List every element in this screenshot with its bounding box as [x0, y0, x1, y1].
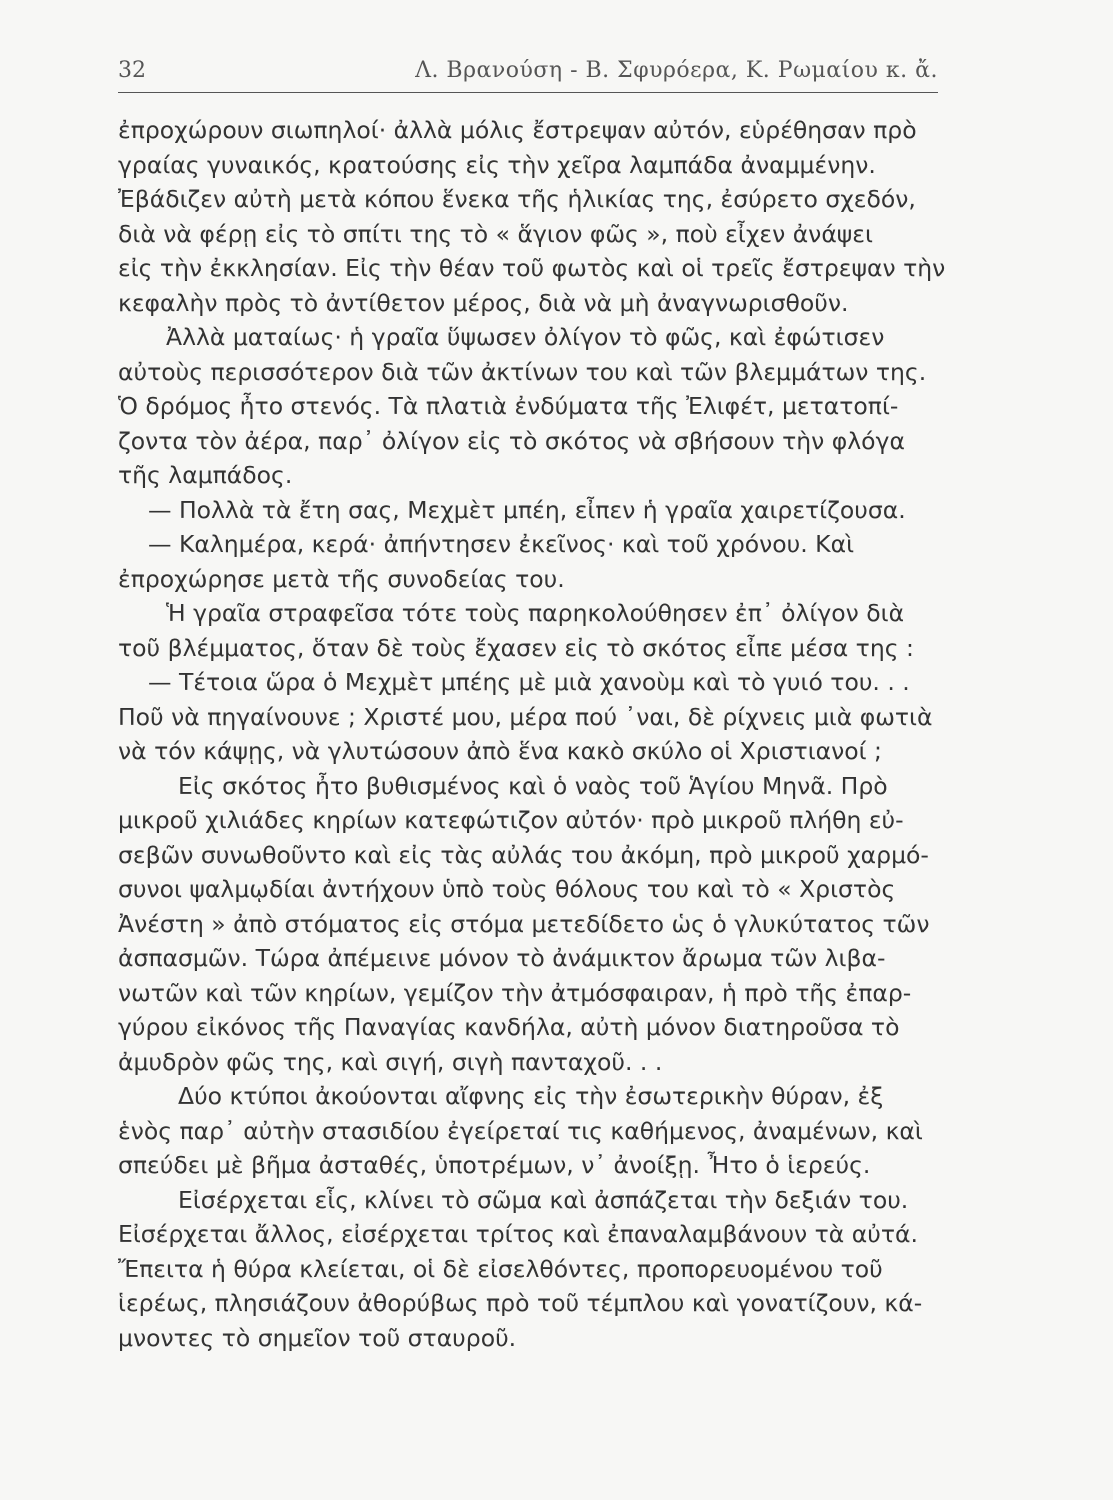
text-line: — Τέτοια ὥρα ὁ Μεχμὲτ μπέης μὲ μιὰ χανοὺμ καὶ τὸ γυιό του. . . — [148, 668, 910, 696]
text-line: διὰ νὰ φέρῃ εἰς τὸ σπίτι της τὸ « ἅγιον φῶς », ποὺ εἶχεν ἀνάψει — [118, 219, 873, 248]
text-line: ἐπροχώρουν σιωπηλοί· ἀλλὰ μόλις ἔστρεψαν αὐτόν, εὑρέθησαν πρὸ — [118, 116, 917, 144]
text-line: Ἡ γραῖα στραφεῖσα τότε τοὺς παρηκολούθησεν ἐπ᾽ ὀλίγον διὰ — [166, 599, 905, 627]
page-header — [118, 58, 938, 90]
text-line: γύρου εἰκόνος τῆς Παναγίας κανδήλα, αὐτὴ μόνον διατηροῦσα τὸ — [118, 1013, 900, 1041]
text-line: εἰς τὴν ἐκκλησίαν. Εἰς τὴν θέαν τοῦ φωτὸς καὶ οἱ τρεῖς ἔστρεψαν τὴν — [118, 254, 946, 282]
text-line: ζοντα τὸν ἀέρα, παρ᾽ ὀλίγον εἰς τὸ σκότος νὰ σβήσουν τὴν φλόγα — [118, 426, 905, 455]
header-rule — [118, 92, 938, 93]
text-line: Δύο κτύποι ἀκούονται αἴφνης εἰς τὴν ἐσωτερικὴν θύραν, ἐξ — [178, 1082, 884, 1110]
text-line: κεφαλὴν πρὸς τὸ ἀντίθετον μέρος, διὰ νὰ μὴ ἀναγνωρισθοῦν. — [118, 288, 849, 317]
text-line: — Καλημέρα, κερά· ἀπήντησεν ἐκεῖνος· καὶ τοῦ χρόνου. Καὶ — [148, 530, 855, 558]
text-line: ἑνὸς παρ᾽ αὐτὴν στασιδίου ἐγείρεταί τις καθήμενος, ἀναμένων, καὶ — [118, 1116, 923, 1145]
text-line: ἱερέως, πλησιάζουν ἀθορύβως πρὸ τοῦ τέμπλου καὶ γονατίζουν, κά- — [118, 1289, 923, 1317]
text-line: Ἀλλὰ ματαίως· ἡ γραῖα ὕψωσεν ὀλίγον τὸ φῶς, καὶ ἐφώτισεν — [166, 323, 885, 351]
text-line: Ἐβάδιζεν αὐτὴ μετὰ κόπου ἕνεκα τῆς ἡλικίας της, ἐσύρετο σχεδόν, — [118, 185, 916, 213]
text-line: σεβῶν συνωθοῦντο καὶ εἰς τὰς αὐλάς του ἀκόμη, πρὸ μικροῦ χαρμό- — [118, 840, 929, 869]
running-head: Λ. Βρανούση - Β. Σφυρόερα, Κ. Ρωμαίου κ. ἄ. — [415, 58, 938, 83]
text-line: Εἰσέρχεται ἄλλος, εἰσέρχεται τρίτος καὶ ἐπαναλαμβάνουν τὰ αὐτά. — [118, 1220, 918, 1248]
text-line: μικροῦ χιλιάδες κηρίων κατεφώτιζον αὐτόν· πρὸ μικροῦ πλήθη εὐ- — [118, 806, 904, 834]
text-line: Ἔπειτα ἡ θύρα κλείεται, οἱ δὲ εἰσελθόντες, προπορευομένου τοῦ — [118, 1254, 883, 1283]
text-line: νωτῶν καὶ τῶν κηρίων, γεμίζον τὴν ἀτμόσφαιραν, ἡ πρὸ τῆς ἐπαρ- — [118, 978, 912, 1007]
text-line: μνοντες τὸ σημεῖον τοῦ σταυροῦ. — [118, 1323, 517, 1352]
text-line: τῆς λαμπάδος. — [118, 461, 293, 489]
text-line: Εἰς σκότος ἦτο βυθισμένος καὶ ὁ ναὸς τοῦ Ἁγίου Μηνᾶ. Πρὸ — [178, 771, 888, 800]
text-line: γραίας γυναικός, κρατούσης εἰς τὴν χεῖρα λαμπάδα ἀναμμένην. — [118, 150, 876, 179]
text-line: ἀσπασμῶν. Τώρα ἀπέμεινε μόνον τὸ ἀνάμικτον ἄρωμα τῶν λιβα- — [118, 944, 886, 972]
page-number: 32 — [118, 58, 146, 83]
text-line: νὰ τόν κάψῃς, νὰ γλυτώσουν ἀπὸ ἕνα κακὸ σκύλο οἱ Χριστιανοί ; — [118, 737, 882, 765]
text-line: Ποῦ νὰ πηγαίνουνε ; Χριστέ μου, μέρα πού ᾽ναι, δὲ ρίχνεις μιὰ φωτιὰ — [118, 702, 933, 731]
text-line: ἀμυδρὸν φῶς της, καὶ σιγή, σιγὴ πανταχοῦ. . . — [118, 1047, 663, 1076]
text-line: Ὁ δρόμος ἦτο στενός. Τὰ πλατιὰ ἐνδύματα τῆς Ἐλιφέτ, μετατοπί- — [118, 392, 899, 420]
text-line: σπεύδει μὲ βῆμα ἀσταθές, ὑποτρέμων, ν᾽ ἀνοίξῃ. Ἦτο ὁ ἱερεύς. — [118, 1151, 871, 1179]
text-line: Εἰσέρχεται εἷς, κλίνει τὸ σῶμα καὶ ἀσπάζεται τὴν δεξιάν του. — [178, 1185, 909, 1214]
text-line: ἐπροχώρησε μετὰ τῆς συνοδείας του. — [118, 564, 565, 593]
text-line: αὐτοὺς περισσότερον διὰ τῶν ἀκτίνων του καὶ τῶν βλεμμάτων της. — [118, 357, 927, 386]
text-line: — Πολλὰ τὰ ἔτη σας, Μεχμὲτ μπέη, εἶπεν ἡ γραῖα χαιρετίζουσα. — [148, 495, 906, 524]
text-line: Ἀνέστη » ἀπὸ στόματος εἰς στόμα μετεδίδετο ὡς ὁ γλυκύτατος τῶν — [118, 909, 930, 938]
body-text — [118, 113, 958, 1355]
text-line: τοῦ βλέμματος, ὅταν δὲ τοὺς ἔχασεν εἰς τὸ σκότος εἶπε μέσα της : — [118, 633, 914, 662]
text-line: συνοι ψαλμῳδίαι ἀντήχουν ὑπὸ τοὺς θόλους του καὶ τὸ « Χριστὸς — [118, 875, 896, 903]
